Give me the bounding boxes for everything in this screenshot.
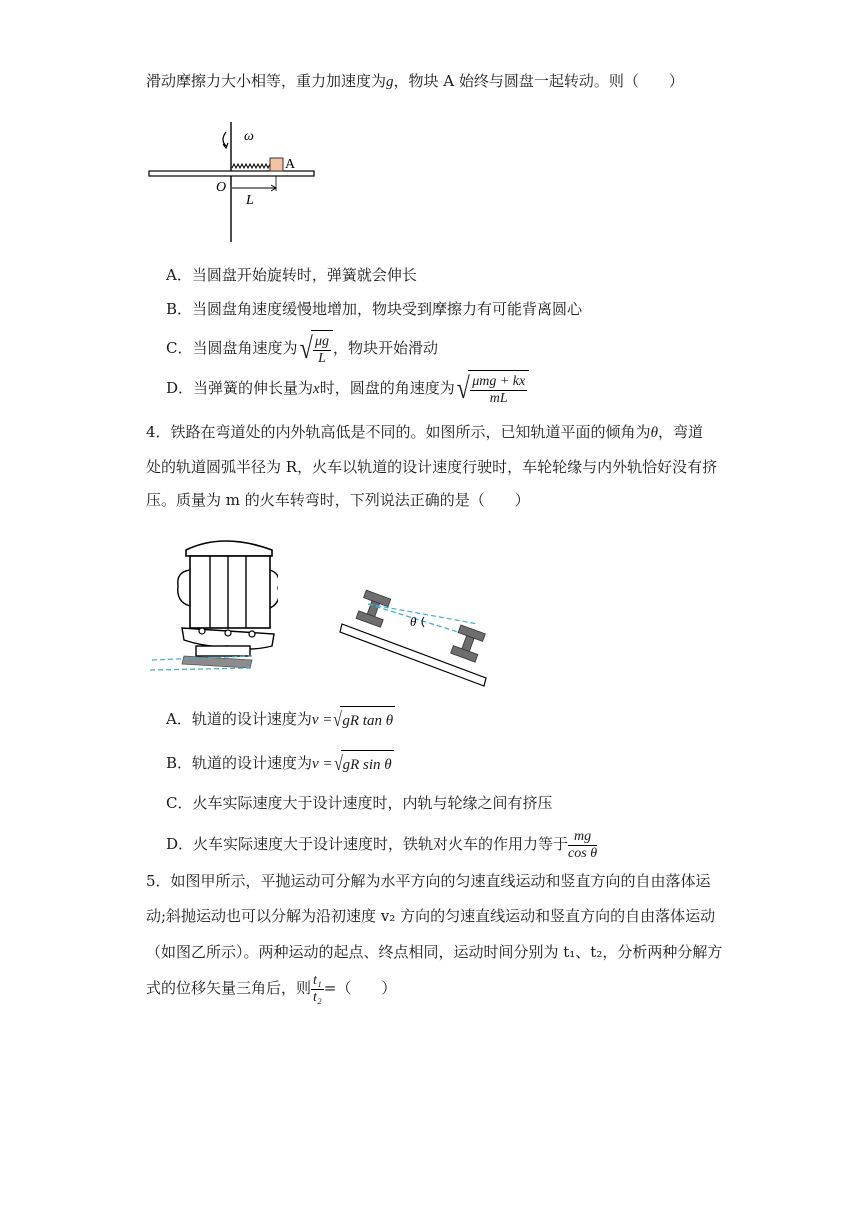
q4-option-a[interactable]: A．轨道的设计速度为v =√gR tan θ <box>166 706 395 734</box>
sqrt-mu-g-over-l: √ $\frac{\mu g}{L}$ <box>298 330 334 368</box>
origin-label: O <box>216 180 227 195</box>
q5-stem-line1: 5．如图甲所示，平抛运动可分解为水平方向的匀速直线运动和竖直方向的自由落体运 <box>146 872 711 890</box>
theta-label: θ <box>410 614 417 629</box>
q5-stem-line4: 式的位移矢量三角后，则 $\frac{\text{t₁}}{\text{t₂}}$ =（ ） <box>146 972 397 1005</box>
q3-stem-tail: 滑动摩擦力大小相等，重力加速度为g，物块 A 始终与圆盘一起转动。则（ ） <box>146 72 684 90</box>
block-a-label: A <box>285 157 296 172</box>
q4-option-d[interactable]: D．火车实际速度大于设计速度时，铁轨对火车的作用力等于 $\frac{mg}{\text{cos θ}}$ <box>166 828 598 861</box>
q3-disc-figure <box>140 118 330 246</box>
q3-option-b[interactable]: B．当圆盘角速度缓慢地增加，物块受到摩擦力有可能背离圆心 <box>166 300 583 318</box>
sqrt-omega-formula: √ $\frac{\text{μmg + kx}}{mL}$ <box>455 370 529 408</box>
omega-label: ω <box>244 129 254 144</box>
q3-option-a[interactable]: A．当圆盘开始旋转时，弹簧就会伸长 <box>166 266 417 284</box>
block-a <box>270 158 283 171</box>
q4-rail-figure <box>338 588 490 688</box>
q4-option-c[interactable]: C．火车实际速度大于设计速度时，内轨与轮缘之间有挤压 <box>166 794 553 812</box>
q5-stem-line2: 动;斜抛运动也可以分解为沿初速度 v₂ 方向的匀速直线运动和竖直方向的自由落体运动 <box>146 907 716 925</box>
q4-stem-line3: 压。质量为 m 的火车转弯时，下列说法正确的是（ ） <box>146 491 530 509</box>
mg-over-cos-theta: $\frac{mg}{\text{cos θ}}$ <box>568 828 598 861</box>
q4-stem-line1: 4．铁路在弯道处的内外轨高低是不同的。如图所示，已知轨道平面的倾角为θ，弯道 <box>146 423 703 441</box>
q5-stem-line3: （如图乙所示）。两种运动的起点、终点相同，运动时间分别为 t₁、t₂，分析两种分解方 <box>146 943 723 961</box>
length-label: L <box>246 193 254 208</box>
q4-option-b[interactable]: B．轨道的设计速度为v =√gR sin θ <box>166 750 394 778</box>
q4-stem-line2: 处的轨道圆弧半径为 R，火车以轨道的设计速度行驶时，车轮轮缘与内外轨恰好没有挤 <box>146 458 718 476</box>
q3-option-c[interactable]: C．当圆盘角速度为√ $\frac{\mu g}{L}$ ，物块开始滑动 <box>166 332 439 367</box>
q4-train-figure <box>148 530 278 680</box>
q3-option-d[interactable]: D．当弹簧的伸长量为x时，圆盘的角速度为√ $\frac{\text{μmg + kx}}{mL}$ <box>166 370 529 408</box>
t1-over-t2: $\frac{\text{t₁}}{\text{t₂}}$ <box>313 972 322 1005</box>
